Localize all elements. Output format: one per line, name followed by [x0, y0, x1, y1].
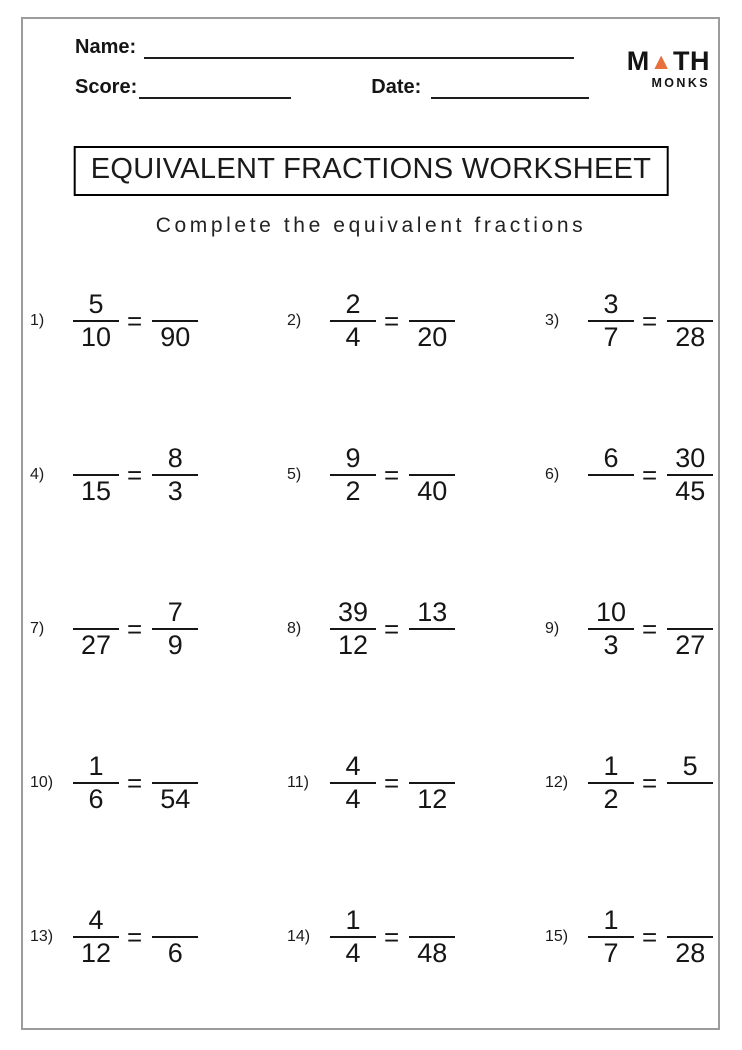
- left-fraction: [330, 289, 376, 353]
- equals-sign: =: [642, 921, 658, 952]
- numerator: 1: [603, 905, 619, 936]
- denominator: 40: [417, 476, 448, 507]
- left-fraction: [588, 443, 634, 507]
- numerator: 1: [345, 905, 361, 936]
- numerator: 4: [345, 751, 361, 782]
- denominator: 45: [675, 476, 706, 507]
- date-label: Date:: [371, 76, 422, 98]
- numerator: 30: [675, 443, 706, 474]
- left-fraction: [73, 905, 119, 969]
- problem-number: 1): [30, 312, 45, 329]
- left-fraction: [330, 597, 376, 661]
- problem-item: [545, 751, 718, 815]
- problem-item: [545, 443, 718, 507]
- problem-item: [30, 289, 287, 353]
- answer-blank[interactable]: [152, 905, 198, 936]
- numerator: 13: [417, 597, 448, 628]
- denominator: 2: [603, 784, 619, 815]
- numerator: 6: [603, 443, 619, 474]
- problem-item: [287, 905, 545, 969]
- equals-sign: =: [384, 459, 400, 490]
- equals-sign: =: [127, 305, 143, 336]
- problem-item: [545, 597, 718, 661]
- denominator: 12: [338, 630, 369, 661]
- answer-blank[interactable]: [152, 751, 198, 782]
- problem-number: 14): [287, 928, 311, 945]
- denominator: 27: [675, 630, 706, 661]
- denominator: 4: [345, 938, 361, 969]
- logo-text-th: TH: [673, 46, 710, 76]
- score-label: Score:: [75, 76, 138, 98]
- logo-wordmark: [618, 48, 710, 75]
- equals-sign: =: [127, 613, 143, 644]
- problem-number: 11): [287, 774, 309, 791]
- denominator: 3: [603, 630, 619, 661]
- denominator: 10: [81, 322, 112, 353]
- numerator: 5: [682, 751, 698, 782]
- answer-blank[interactable]: [409, 905, 455, 936]
- date-fill-line[interactable]: [431, 81, 589, 99]
- left-fraction: [330, 443, 376, 507]
- denominator: 27: [81, 630, 112, 661]
- right-fraction: [409, 443, 455, 507]
- denominator: 54: [160, 784, 191, 815]
- worksheet-title: EQUIVALENT FRACTIONS WORKSHEET: [90, 153, 652, 185]
- right-fraction: [409, 289, 455, 353]
- logo-triangle-icon: ▲: [649, 48, 673, 74]
- right-fraction: [409, 751, 455, 815]
- denominator: 7: [603, 322, 619, 353]
- answer-blank[interactable]: [409, 630, 455, 661]
- equals-sign: =: [384, 613, 400, 644]
- denominator: 3: [167, 476, 183, 507]
- numerator: 10: [596, 597, 627, 628]
- problem-number: 7): [30, 620, 45, 637]
- problem-item: [30, 751, 287, 815]
- left-fraction: [588, 751, 634, 815]
- answer-blank[interactable]: [667, 784, 713, 815]
- left-fraction: [73, 597, 119, 661]
- answer-blank[interactable]: [667, 905, 713, 936]
- answer-blank[interactable]: [73, 597, 119, 628]
- right-fraction: [152, 905, 198, 969]
- problem-number: 10): [30, 774, 54, 791]
- left-fraction: [73, 443, 119, 507]
- equals-sign: =: [384, 767, 400, 798]
- denominator: 28: [675, 938, 706, 969]
- denominator: 9: [167, 630, 183, 661]
- problem-item: [287, 597, 545, 661]
- equals-sign: =: [127, 767, 143, 798]
- logo-subtext: MONKS: [651, 76, 710, 90]
- problem-item: [30, 597, 287, 661]
- denominator: 90: [160, 322, 191, 353]
- right-fraction: [667, 289, 713, 353]
- numerator: 7: [167, 597, 183, 628]
- answer-blank[interactable]: [152, 289, 198, 320]
- problem-number: 4): [30, 466, 45, 483]
- numerator: 5: [88, 289, 104, 320]
- problems-grid: [30, 244, 718, 1014]
- answer-blank[interactable]: [588, 476, 634, 507]
- numerator: 3: [603, 289, 619, 320]
- problem-number: 15): [545, 928, 569, 945]
- denominator: 7: [603, 938, 619, 969]
- problem-item: [545, 289, 718, 353]
- answer-blank[interactable]: [667, 289, 713, 320]
- right-fraction: [409, 905, 455, 969]
- right-fraction: [152, 443, 198, 507]
- problem-item: [287, 289, 545, 353]
- right-fraction: [152, 751, 198, 815]
- problem-number: 2): [287, 312, 302, 329]
- right-fraction: [152, 289, 198, 353]
- problem-item: [545, 905, 718, 969]
- denominator: 6: [88, 784, 104, 815]
- numerator: 4: [88, 905, 104, 936]
- numerator: 8: [167, 443, 183, 474]
- numerator: 39: [338, 597, 369, 628]
- score-date-row: [75, 76, 575, 99]
- left-fraction: [330, 905, 376, 969]
- worksheet-instructions: Complete the equivalent fractions: [155, 214, 587, 237]
- denominator: 4: [345, 784, 361, 815]
- worksheet-header: [75, 36, 575, 99]
- logo-text-m: M: [626, 46, 650, 76]
- denominator: 12: [81, 938, 112, 969]
- math-monks-logo: [618, 48, 710, 90]
- problem-item: [287, 443, 545, 507]
- equals-sign: =: [642, 767, 658, 798]
- problem-number: 3): [545, 312, 560, 329]
- equals-sign: =: [384, 305, 400, 336]
- problem-number: 8): [287, 620, 302, 637]
- name-fill-line[interactable]: [144, 41, 574, 59]
- problem-number: 13): [30, 928, 54, 945]
- denominator: 20: [417, 322, 448, 353]
- denominator: 2: [345, 476, 361, 507]
- denominator: 48: [417, 938, 448, 969]
- name-row: [75, 36, 575, 59]
- denominator: 4: [345, 322, 361, 353]
- answer-blank[interactable]: [667, 597, 713, 628]
- left-fraction: [588, 905, 634, 969]
- left-fraction: [73, 751, 119, 815]
- equals-sign: =: [642, 305, 658, 336]
- equals-sign: =: [642, 459, 658, 490]
- problem-number: 12): [545, 774, 569, 791]
- denominator: 15: [81, 476, 112, 507]
- equals-sign: =: [127, 459, 143, 490]
- problem-item: [287, 751, 545, 815]
- title-box: [74, 146, 669, 196]
- right-fraction: [667, 751, 713, 815]
- denominator: 28: [675, 322, 706, 353]
- left-fraction: [588, 597, 634, 661]
- right-fraction: [152, 597, 198, 661]
- left-fraction: [588, 289, 634, 353]
- equals-sign: =: [642, 613, 658, 644]
- numerator: 1: [603, 751, 619, 782]
- right-fraction: [667, 443, 713, 507]
- right-fraction: [409, 597, 455, 661]
- right-fraction: [667, 597, 713, 661]
- answer-blank[interactable]: [409, 443, 455, 474]
- problem-item: [30, 905, 287, 969]
- numerator: 2: [345, 289, 361, 320]
- numerator: 9: [345, 443, 361, 474]
- score-fill-line[interactable]: [139, 81, 291, 99]
- numerator: 1: [88, 751, 104, 782]
- answer-blank[interactable]: [409, 289, 455, 320]
- name-label: Name:: [75, 36, 137, 58]
- denominator: 12: [417, 784, 448, 815]
- left-fraction: [73, 289, 119, 353]
- right-fraction: [667, 905, 713, 969]
- problem-number: 5): [287, 466, 302, 483]
- problem-item: [30, 443, 287, 507]
- problem-number: 9): [545, 620, 560, 637]
- equals-sign: =: [384, 921, 400, 952]
- equals-sign: =: [127, 921, 143, 952]
- problem-number: 6): [545, 466, 560, 483]
- answer-blank[interactable]: [73, 443, 119, 474]
- answer-blank[interactable]: [409, 751, 455, 782]
- denominator: 6: [167, 938, 183, 969]
- left-fraction: [330, 751, 376, 815]
